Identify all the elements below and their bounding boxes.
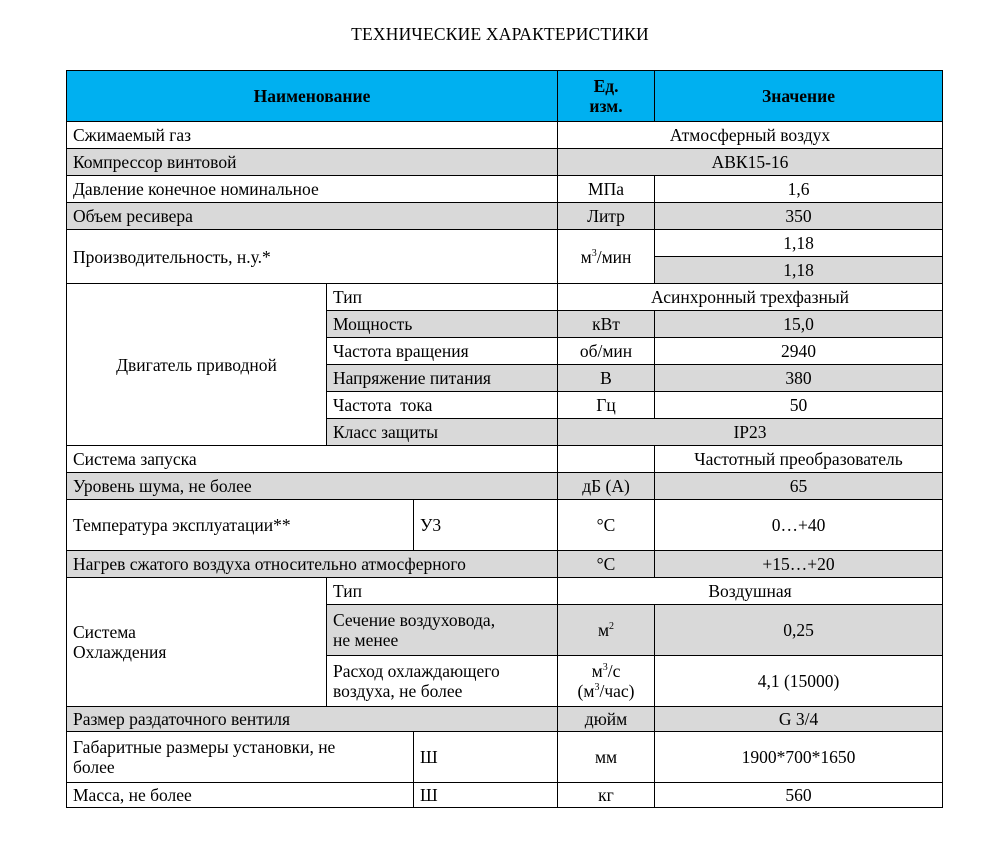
table-row-receiver — [67, 203, 943, 230]
header-unit-line1: Ед. — [593, 76, 619, 96]
capacity-value-1: 1,18 — [655, 230, 943, 257]
cooling-duct-label — [327, 605, 558, 656]
cooling-flow-unit1-base: м — [591, 661, 603, 681]
start-label: Система запуска — [67, 446, 558, 473]
temperature-label: Температура эксплуатации** — [67, 500, 414, 551]
table-row-heating — [67, 551, 943, 578]
cooling-flow-unit — [558, 656, 655, 707]
motor-speed-unit: об/мин — [558, 338, 655, 365]
pressure-label: Давление конечное номинальное — [67, 176, 558, 203]
cooling-flow-label-line1: Расход охлаждающего — [333, 661, 500, 681]
motor-label: Двигатель приводной — [67, 284, 327, 446]
motor-protection-label: Класс защиты — [327, 419, 558, 446]
receiver-unit: Литр — [558, 203, 655, 230]
table-row-temperature — [67, 500, 943, 551]
mass-unit: кг — [558, 783, 655, 808]
motor-power-value: 15,0 — [655, 311, 943, 338]
capacity-value-2: 1,18 — [655, 257, 943, 284]
motor-voltage-unit: В — [558, 365, 655, 392]
temperature-unit: °С — [558, 500, 655, 551]
receiver-label: Объем ресивера — [67, 203, 558, 230]
header-value: Значение — [655, 71, 943, 122]
temperature-sub: У3 — [414, 500, 558, 551]
header-name: Наименование — [67, 71, 558, 122]
start-unit — [558, 446, 655, 473]
motor-freq-value: 50 — [655, 392, 943, 419]
gas-label: Сжимаемый газ — [67, 122, 558, 149]
cooling-duct-value: 0,25 — [655, 605, 943, 656]
motor-voltage-value: 380 — [655, 365, 943, 392]
cooling-label — [67, 578, 327, 707]
cooling-flow-unit1-sup: 3 — [602, 662, 608, 674]
table-row-pressure — [67, 176, 943, 203]
heating-label: Нагрев сжатого воздуха относительно атмосферного — [67, 551, 558, 578]
cooling-type-label: Тип — [327, 578, 558, 605]
cooling-label-line2: Охлаждения — [73, 642, 167, 662]
valve-unit: дюйм — [558, 707, 655, 732]
motor-speed-value: 2940 — [655, 338, 943, 365]
mass-value: 560 — [655, 783, 943, 808]
valve-label: Размер раздаточного вентиля — [67, 707, 558, 732]
motor-freq-unit: Гц — [558, 392, 655, 419]
cooling-duct-unit-sup: 2 — [609, 621, 615, 633]
pressure-unit: МПа — [558, 176, 655, 203]
temperature-value: 0…+40 — [655, 500, 943, 551]
capacity-unit-base: м — [580, 246, 592, 267]
table-row-noise — [67, 473, 943, 500]
document-title: ТЕХНИЧЕСКИЕ ХАРАКТЕРИСТИКИ — [351, 24, 649, 44]
pressure-value: 1,6 — [655, 176, 943, 203]
motor-voltage-label: Напряжение питания — [327, 365, 558, 392]
dimensions-label — [67, 732, 414, 783]
spec-table — [66, 70, 943, 808]
table-row-dimensions — [67, 732, 943, 783]
cooling-flow-unit2-rest: /час) — [599, 681, 635, 701]
dimensions-label-line2: более — [73, 757, 115, 777]
motor-speed-label: Частота вращения — [327, 338, 558, 365]
motor-type-label: Тип — [327, 284, 558, 311]
mass-sub: Ш — [414, 783, 558, 808]
heating-unit: °С — [558, 551, 655, 578]
table-row-valve — [67, 707, 943, 732]
cooling-flow-label-line2: воздуха, не более — [333, 681, 463, 701]
noise-label: Уровень шума, не более — [67, 473, 558, 500]
cooling-duct-label-line1: Сечение воздуховода, — [333, 610, 496, 630]
cooling-duct-label-line2: не менее — [333, 630, 399, 650]
heating-value: +15…+20 — [655, 551, 943, 578]
cooling-type-value: Воздушная — [558, 578, 943, 605]
gas-value: Атмосферный воздух — [558, 122, 943, 149]
capacity-unit-sup: 3 — [591, 247, 597, 259]
dimensions-label-line1: Габаритные размеры установки, не — [73, 737, 336, 757]
valve-value: G 3/4 — [655, 707, 943, 732]
capacity-label: Производительность, н.у.* — [67, 230, 558, 284]
cooling-flow-unit2-open: (м — [577, 681, 595, 701]
header-unit-line2: изм. — [589, 96, 623, 116]
cooling-duct-unit-base: м — [597, 620, 610, 640]
table-header-row — [67, 71, 943, 122]
cooling-label-line1: Система — [73, 622, 136, 642]
header-unit — [558, 71, 655, 122]
dimensions-value: 1900*700*1650 — [655, 732, 943, 783]
dimensions-sub: Ш — [414, 732, 558, 783]
noise-value: 65 — [655, 473, 943, 500]
cooling-duct-unit — [558, 605, 655, 656]
cooling-flow-value: 4,1 (15000) — [655, 656, 943, 707]
capacity-unit — [558, 230, 655, 284]
motor-power-label: Мощность — [327, 311, 558, 338]
start-value: Частотный преобразователь — [655, 446, 943, 473]
capacity-unit-rest: /мин — [596, 246, 632, 267]
table-row-capacity — [67, 230, 943, 257]
motor-type-value: Асинхронный трехфазный — [558, 284, 943, 311]
table-row-compressor — [67, 149, 943, 176]
table-row-mass — [67, 783, 943, 808]
table-row-motor-type — [67, 284, 943, 311]
cooling-flow-label — [327, 656, 558, 707]
receiver-value: 350 — [655, 203, 943, 230]
table-row-cooling-type — [67, 578, 943, 605]
motor-protection-value: IP23 — [558, 419, 943, 446]
noise-unit: дБ (А) — [558, 473, 655, 500]
mass-label: Масса, не более — [67, 783, 414, 808]
table-row-start — [67, 446, 943, 473]
compressor-label: Компрессор винтовой — [67, 149, 558, 176]
compressor-value: АВК15-16 — [558, 149, 943, 176]
cooling-flow-unit1-rest: /с — [607, 661, 621, 681]
dimensions-unit: мм — [558, 732, 655, 783]
cooling-flow-unit2-sup: 3 — [594, 682, 600, 694]
motor-freq-label: Частота тока — [327, 392, 558, 419]
table-row-gas — [67, 122, 943, 149]
motor-power-unit: кВт — [558, 311, 655, 338]
